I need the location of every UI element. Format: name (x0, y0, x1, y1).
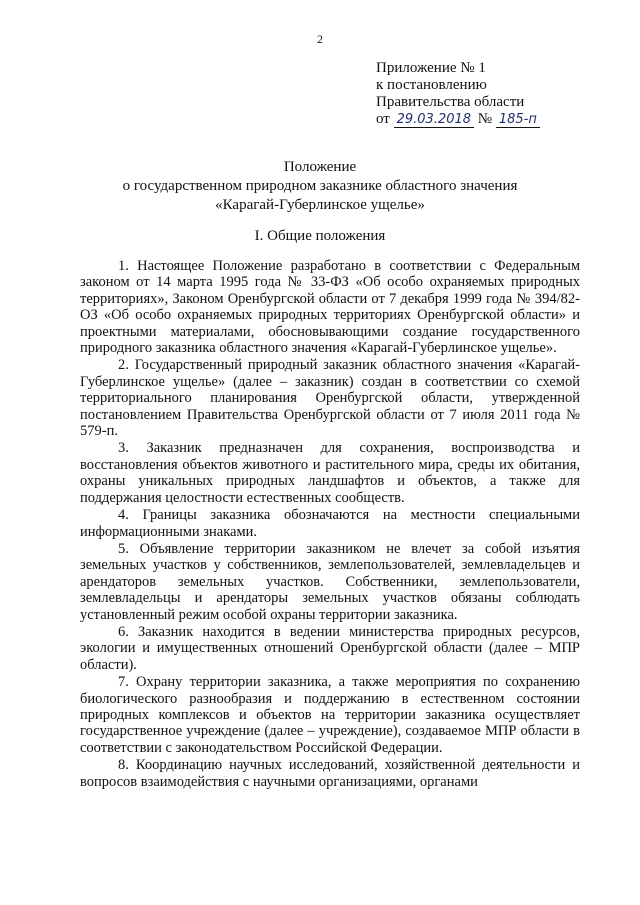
paragraph-4: 4. Границы заказника обозначаются на местности специальными информационными знаками. (80, 507, 580, 540)
title-line-1: Положение (283, 159, 357, 175)
title-line-3: «Карагай-Губерлинское ущелье» (215, 197, 425, 213)
appendix-line-3: Правительства области (376, 94, 525, 110)
section-heading: I. Общие положения (254, 228, 386, 244)
paragraph-7: 7. Охрану территории заказника, а также мероприятия по сохранению биологического разнообразия и поддержанию в естественном состоянии природных комплексов и объектов на территории заказника осуществляет государственное учреждение (далее – учреждение), создаваемое МПР области в соответствии с законодательством Российской Федерации. (80, 674, 580, 756)
document-title (0, 158, 640, 215)
paragraph-3: 3. Заказник предназначен для сохранения, воспроизводства и восстановления объектов животного и растительного мира, среды их обитания, охраны уникальных природных ландшафтов и объектов, а также для поддержания целостности естественных сообществ. (80, 440, 580, 506)
paragraph-1: 1. Настоящее Положение разработано в соответствии с Федеральным законом от 14 марта 1995 года № 33-ФЗ «Об особо охраняемых природных территориях», Законом Оренбургской области от 7 декабря 1999 года № 394/82-ОЗ «Об особо охраняемых природных территориях Оренбургской области» и проектными материалами, обосновывающими создание государственного природного заказника областного значения «Карагай-Губерлинское ущелье». (80, 258, 580, 357)
appendix-block (376, 60, 540, 128)
paragraph-6: 6. Заказник находится в ведении министерства природных ресурсов, экологии и имущественных отношений Оренбургской области (далее – МПР области). (80, 623, 580, 673)
paragraph-2: 2. Государственный природный заказник областного значения «Карагай-Губерлинское ущелье» (далее – заказник) создан в соответствии со схемой территориального планирования Оренбургской области, утвержденной постановлением Правительства Оренбургской области от 7 июля 2011 года № 579-п. (80, 357, 580, 440)
date-prefix: от (376, 111, 390, 127)
paragraph-8: 8. Координацию научных исследований, хозяйственной деятельности и вопросов взаимодействия с научными организациями, органами (80, 757, 580, 790)
appendix-line-2: к постановлению (376, 77, 487, 93)
handwritten-date: 29.03.2018 (394, 113, 474, 128)
page-number: 2 (317, 32, 323, 46)
appendix-date-line (376, 111, 540, 128)
number-prefix: № (477, 111, 493, 127)
handwritten-number: 185-п (496, 113, 540, 128)
appendix-line-1: Приложение № 1 (376, 60, 486, 76)
paragraph-5: 5. Объявление территории заказником не влечет за собой изъятия земельных участков у собственников, землепользователей, землевладельцев и арендаторов земельных участков. Собственники, землепользователи, землевладельцы и арендаторы земельных участков обязаны соблюдать установленный режим особой охраны территории заказника. (80, 540, 580, 623)
title-line-2: о государственном природном заказнике областного значения (122, 178, 518, 194)
document-body (80, 258, 580, 791)
